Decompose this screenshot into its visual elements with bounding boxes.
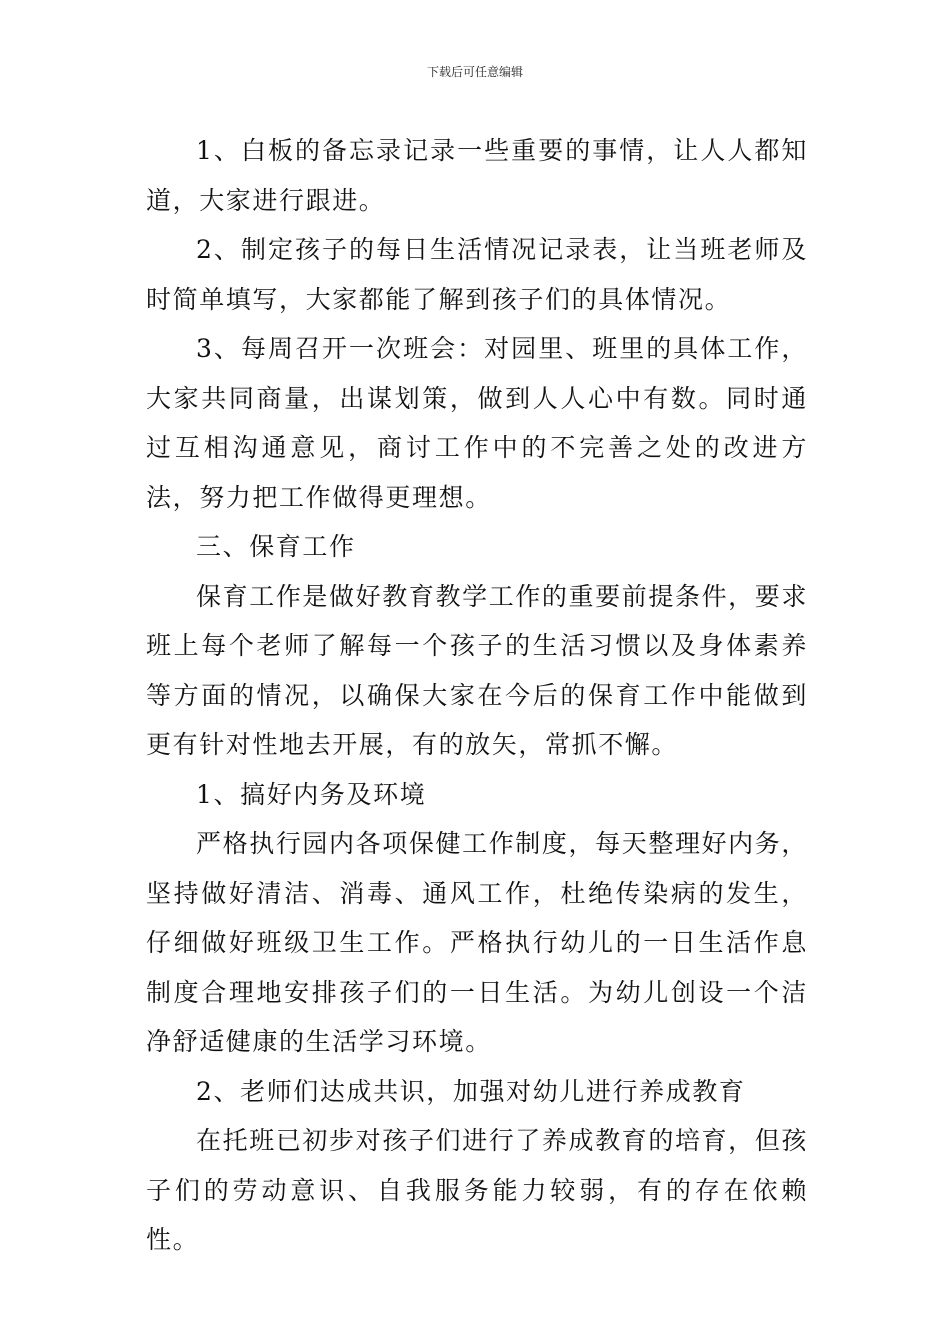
paragraph-item-2-daily-record: 2、制定孩子的每日生活情况记录表，让当班老师及时简单填写，大家都能了解到孩子们的具体情况。 (146, 235, 808, 314)
paragraph-item-3-weekly-meeting: 3、每周召开一次班会：对园里、班里的具体工作，大家共同商量，出谋划策，做到人人心中有数。同时通过互相沟通意见，商讨工作中的不完善之处的改进方法，努力把工作做得更理想。 (146, 334, 808, 512)
paragraph-item-1-whiteboard-memo: 1、白板的备忘录记录一些重要的事情，让人人都知道，大家进行跟进。 (146, 136, 808, 215)
subheading-habit-education: 2、老师们达成共识，加强对幼儿进行养成教育 (196, 1076, 746, 1106)
paragraph-hygiene-rules: 严格执行园内各项保健工作制度，每天整理好内务，坚持做好清洁、消毒、通风工作，杜绝传染病的发生，仔细做好班级卫生工作。严格执行幼儿的一日生活作息制度合理地安排孩子们的一日生活。为幼儿创设一个洁净舒适健康的生活学习环境。 (146, 829, 808, 1056)
paragraph-habit-training: 在托班已初步对孩子们进行了养成教育的培育，但孩子们的劳动意识、自我服务能力较弱，有的存在依赖性。 (146, 1126, 808, 1254)
page-header: 下载后可任意编辑 (426, 65, 523, 79)
subheading-housekeeping-environment: 1、搞好内务及环境 (196, 779, 427, 809)
section-heading-childcare-work: 三、保育工作 (196, 532, 356, 561)
paragraph-childcare-intro: 保育工作是做好教育教学工作的重要前提条件，要求班上每个老师了解每一个孩子的生活习惯以及身体素养等方面的情况，以确保大家在今后的保育工作中能做到更有针对性地去开展，有的放矢，常抓不懈。 (146, 581, 808, 759)
document-body (146, 126, 808, 1265)
